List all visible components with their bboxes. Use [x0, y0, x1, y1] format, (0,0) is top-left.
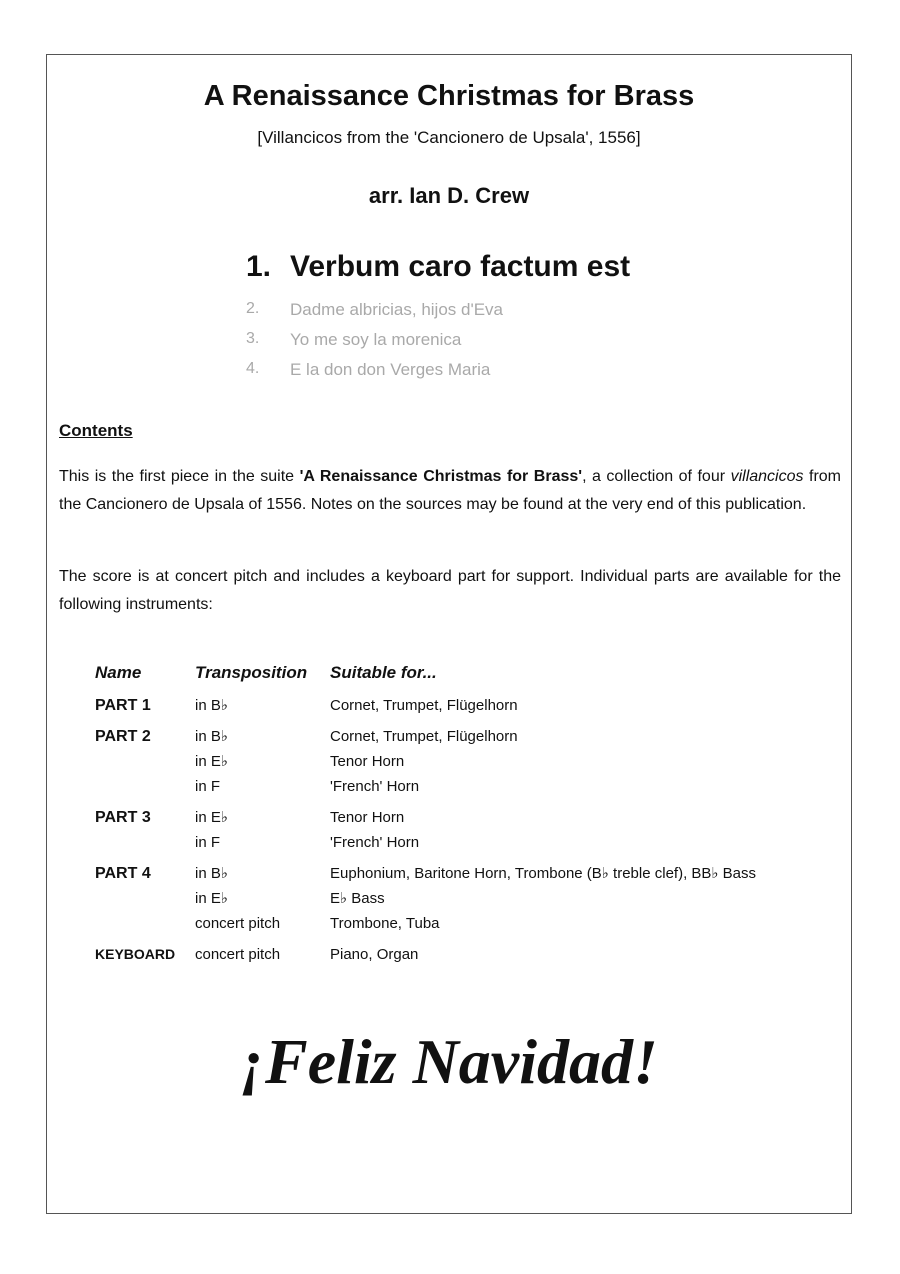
part-name: PART 1 — [95, 697, 151, 714]
villancicos-term: villancicos — [730, 468, 804, 485]
table-row — [95, 693, 756, 724]
parts-table — [95, 663, 756, 967]
score-title: A Renaissance Christmas for Brass — [203, 80, 695, 112]
suitable-cell: Cornet, Trumpet, Flügelhorn — [330, 697, 518, 714]
part-name: PART 2 — [95, 728, 151, 745]
contents-heading: Contents — [59, 421, 133, 440]
movement-item — [246, 360, 630, 390]
movement-number: 2. — [246, 300, 260, 317]
header-name: Name — [95, 663, 142, 682]
movement-number: 4. — [246, 360, 260, 377]
para1-text-a: This is the first piece in the suite — [59, 468, 300, 485]
table-row — [95, 805, 756, 861]
transposition-cell: in B♭ — [195, 697, 228, 714]
suitable-cell: Euphonium, Baritone Horn, Trombone (B♭ treble clef), BB♭ Bass E♭ Bass Trombone, Tuba — [330, 865, 757, 932]
header-suitable-for: Suitable for... — [330, 663, 437, 682]
movement-item — [246, 300, 630, 330]
movement-number: 3. — [246, 330, 260, 347]
transposition-cell: in B♭ in E♭ in F — [195, 728, 228, 795]
table-row — [95, 724, 756, 805]
movement-item — [246, 330, 630, 360]
part-name: KEYBOARD — [95, 946, 176, 962]
suitable-cell: Cornet, Trumpet, Flügelhorn Tenor Horn 'French' Horn — [330, 728, 518, 795]
movement-item-current — [246, 250, 630, 300]
part-name: PART 4 — [95, 865, 151, 882]
table-header-row — [95, 663, 756, 693]
movement-title: Verbum caro factum est — [290, 250, 631, 283]
movement-list — [246, 250, 630, 390]
transposition-cell: in E♭ in F — [195, 809, 228, 851]
arranger-credit: arr. Ian D. Crew — [368, 183, 530, 208]
contents-paragraph-1 — [59, 463, 841, 519]
movement-title: Yo me soy la morenica — [290, 330, 462, 349]
movement-title: E la don don Verges Maria — [290, 360, 491, 379]
greeting: ¡Feliz Navidad! — [240, 1026, 658, 1097]
suite-name: 'A Renaissance Christmas for Brass' — [299, 468, 583, 485]
suitable-cell: Piano, Organ — [330, 946, 419, 963]
table-row — [95, 861, 756, 942]
score-subtitle: [Villancicos from the 'Cancionero de Upsala', 1556] — [257, 128, 641, 147]
contents-paragraph-2: The score is at concert pitch and includes a keyboard part for support. Individual parts are available for the following instruments: — [59, 568, 841, 613]
suitable-cell: Tenor Horn 'French' Horn — [330, 809, 420, 851]
transposition-cell: in B♭ in E♭ concert pitch — [195, 865, 281, 932]
movement-title: Dadme albricias, hijos d'Eva — [290, 300, 504, 319]
table-row — [95, 942, 756, 967]
header-transposition: Transposition — [195, 663, 308, 682]
para1-text-c: from the Cancionero de Upsala of 1556. Notes on the sources may be found at the very end of this publication. — [59, 468, 842, 513]
transposition-cell: concert pitch — [195, 946, 281, 963]
para1-text-b: , a collection of four — [582, 468, 731, 485]
movement-number: 1. — [246, 250, 272, 283]
part-name: PART 3 — [95, 809, 151, 826]
